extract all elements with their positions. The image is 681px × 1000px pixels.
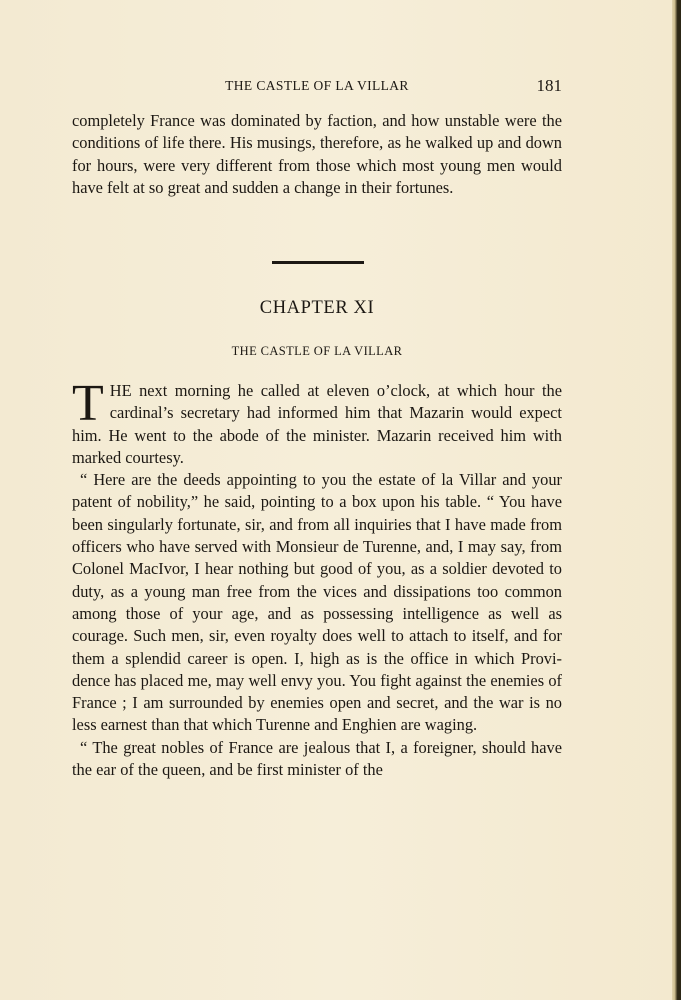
opening-paragraph: completely France was dominated by faction, and how unstable were the conditions of life there. His musings, therefore, as he walked up and down for hours, were very different from those which most young men would have felt at so great and sudden a change in their fortunes. xyxy=(72,111,562,197)
page-edge-shadow xyxy=(672,0,681,1000)
running-title: THE CASTLE OF LA VILLAR xyxy=(225,78,409,93)
drop-cap: T xyxy=(72,375,104,432)
chapter-heading: CHAPTER XI xyxy=(259,298,375,318)
chapter-paragraph-3: “ The great nobles of France are jealous that I, a foreigner, should have the ear of the queen, and be first minister of the xyxy=(72,737,562,780)
chapter-paragraph-2: “ Here are the deeds appointing to you the estate of la Villar and your patent of nobility,” he said, pointing to a box upon his table. “ You have been singularly fortunate, sir, and from all inquiries that I have made from officers who have served with Monsieur de Turenne, and, I may say, from Colonel MacIvor, I hear nothing but good of you, as a soldier devoted to duty, as a young man free from the vices and dissipations too common among those of your age, and as possessing intelligence as well as courage. Such men, sir, even royalty does well to attach to itself, and for them a splendid career is open. I, high as is the office in which Provi-dence has placed me, may well envy you. You fight against the enemies of France ; I am surrounded by enemies open and secret, and the war is no less earnest than that which Turenne and Enghien are waging. xyxy=(72,470,562,735)
chapter-subtitle: THE CASTLE OF LA VILLAR xyxy=(231,344,403,358)
section-divider-rule xyxy=(272,261,364,264)
page-number: 181 xyxy=(536,76,562,95)
chapter-paragraph-1 xyxy=(72,375,562,469)
opening-paragraph-block xyxy=(72,110,562,199)
chapter-paragraph-1-text: HE next morning he called at eleven o’clock, at which hour the cardinal’s secretary had informed him that Mazarin would expect him. He went to the abode of the minister. Mazarin received him with marked courtesy. xyxy=(72,381,562,467)
running-header xyxy=(72,76,562,96)
chapter-body xyxy=(72,375,562,781)
